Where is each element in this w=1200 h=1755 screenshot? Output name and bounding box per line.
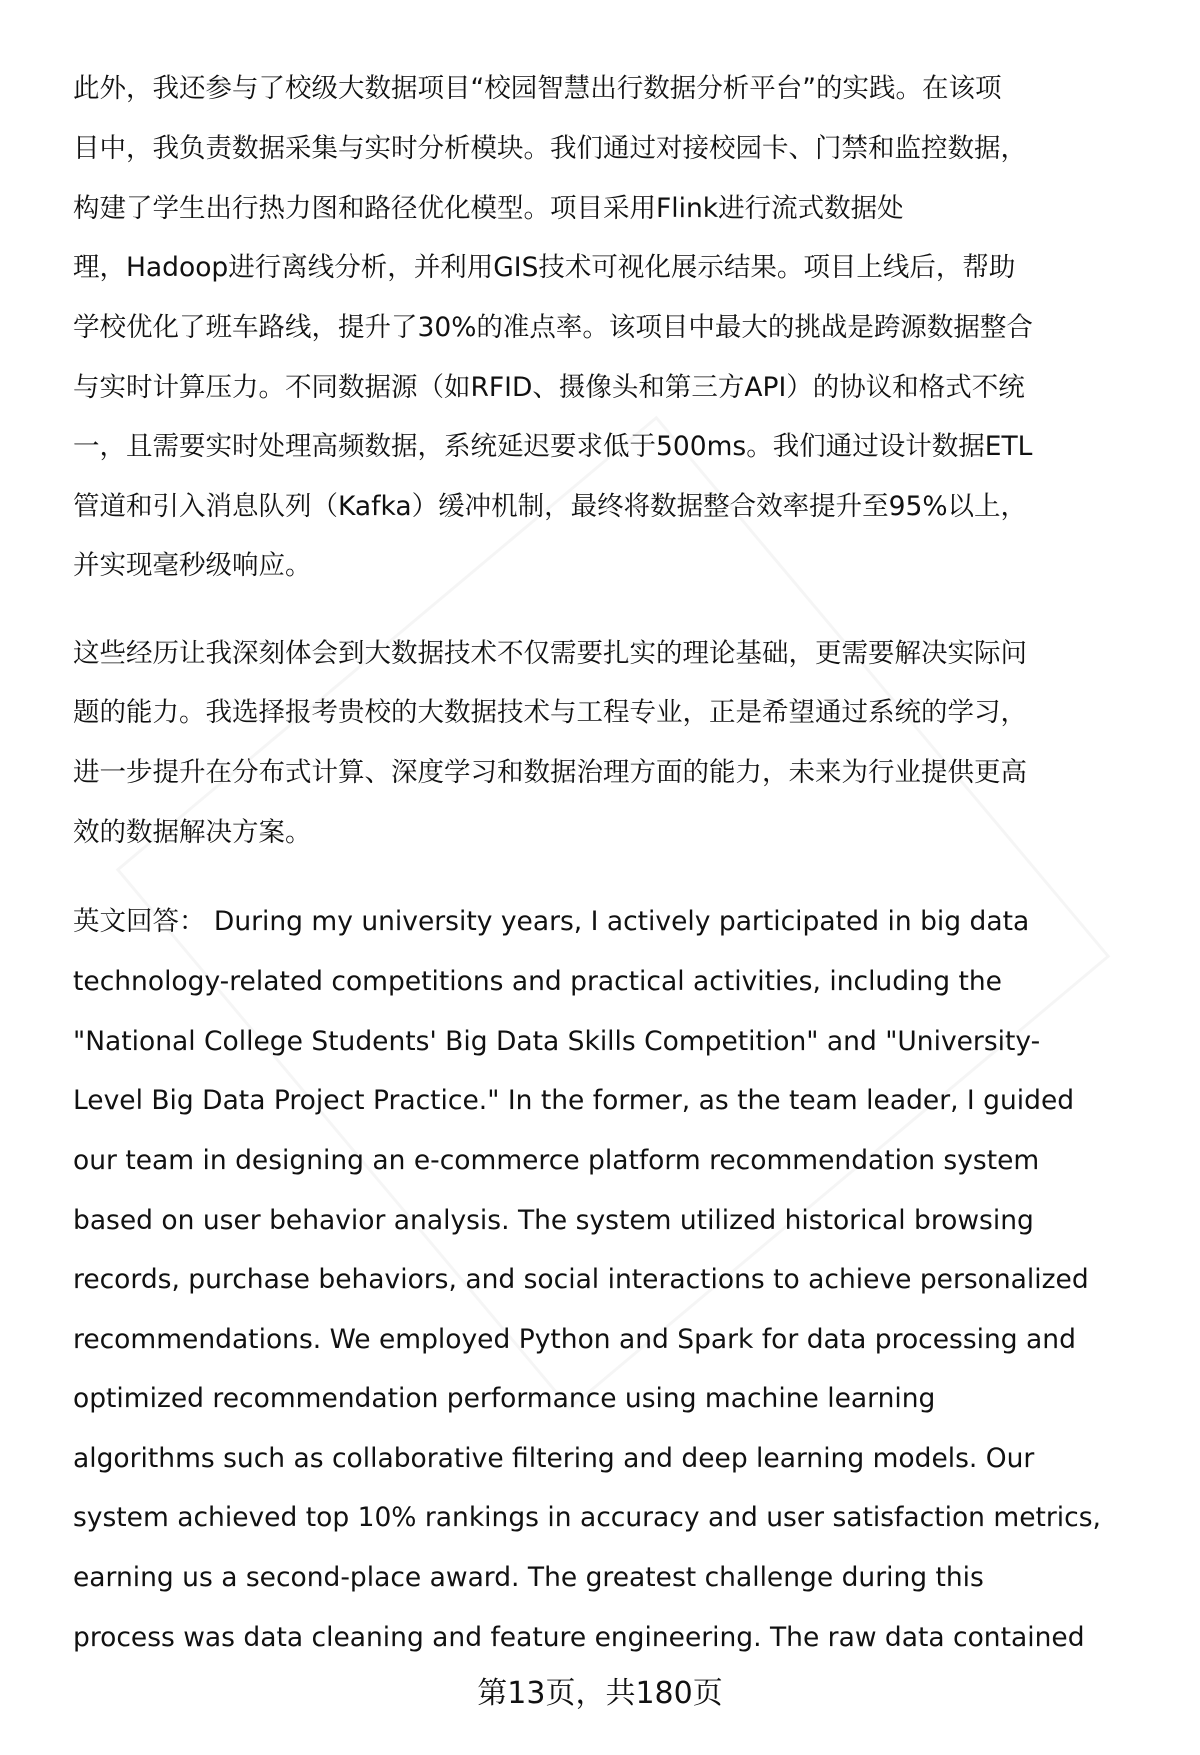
text-line: 这些经历让我深刻体会到大数据技术不仅需要扎实的理论基础，更需要解决实际问 <box>73 638 1027 669</box>
text-line: 构建了学生出行热力图和路径优化模型。项目采用Flink进行流式数据处 <box>73 193 904 224</box>
text-line: 英文回答： During my university years, I actively participated in big data <box>73 906 1030 937</box>
text-line: 并实现毫秒级响应。 <box>73 550 312 581</box>
text-line: system achieved top 10% rankings in accuracy and user satisfaction metrics, <box>73 1502 1101 1533</box>
text-line: 效的数据解决方案。 <box>73 817 312 848</box>
text-line: our team in designing an e-commerce platform recommendation system <box>73 1145 1040 1176</box>
page-number: 第13页，共180页 <box>477 1676 723 1711</box>
text-line: 一，且需要实时处理高频数据，系统延迟要求低于500ms。我们通过设计数据ETL <box>73 431 1033 462</box>
text-line: 题的能力。我选择报考贵校的大数据技术与工程专业，正是希望通过系统的学习， <box>73 697 1027 728</box>
text-line: 此外，我还参与了校级大数据项目“校园智慧出行数据分析平台”的实践。在该项 <box>73 73 1002 104</box>
text-line: process was data cleaning and feature engineering. The raw data contained <box>73 1622 1085 1653</box>
text-line: 学校优化了班车路线，提升了30%的准点率。该项目中最大的挑战是跨源数据整合 <box>73 312 1033 343</box>
text-line: Level Big Data Project Practice." In the former, as the team leader, I guided <box>73 1085 1075 1116</box>
text-line: records, purchase behaviors, and social interactions to achieve personalized <box>73 1264 1089 1295</box>
text-line: technology-related competitions and practical activities, including the <box>73 966 1002 997</box>
text-line: 管道和引入消息队列（Kafka）缓冲机制，最终将数据整合效率提升至95%以上， <box>73 491 1027 522</box>
text-line: 理，Hadoop进行离线分析，并利用GIS技术可视化展示结果。项目上线后，帮助 <box>73 252 1016 283</box>
text-line: recommendations. We employed Python and Spark for data processing and <box>73 1324 1076 1355</box>
text-line: "National College Students' Big Data Skills Competition" and "University- <box>73 1026 1041 1057</box>
text-line: 与实时计算压力。不同数据源（如RFID、摄像头和第三方API）的协议和格式不统 <box>73 372 1025 403</box>
text-line: earning us a second-place award. The greatest challenge during this <box>73 1562 984 1593</box>
text-line: 进一步提升在分布式计算、深度学习和数据治理方面的能力，未来为行业提供更高 <box>73 757 1027 788</box>
text-line: based on user behavior analysis. The system utilized historical browsing <box>73 1205 1034 1236</box>
text-line: 目中，我负责数据采集与实时分析模块。我们通过对接校园卡、门禁和监控数据， <box>73 133 1027 164</box>
text-line: algorithms such as collaborative filtering and deep learning models. Our <box>73 1443 1035 1474</box>
text-line: optimized recommendation performance using machine learning <box>73 1383 936 1414</box>
